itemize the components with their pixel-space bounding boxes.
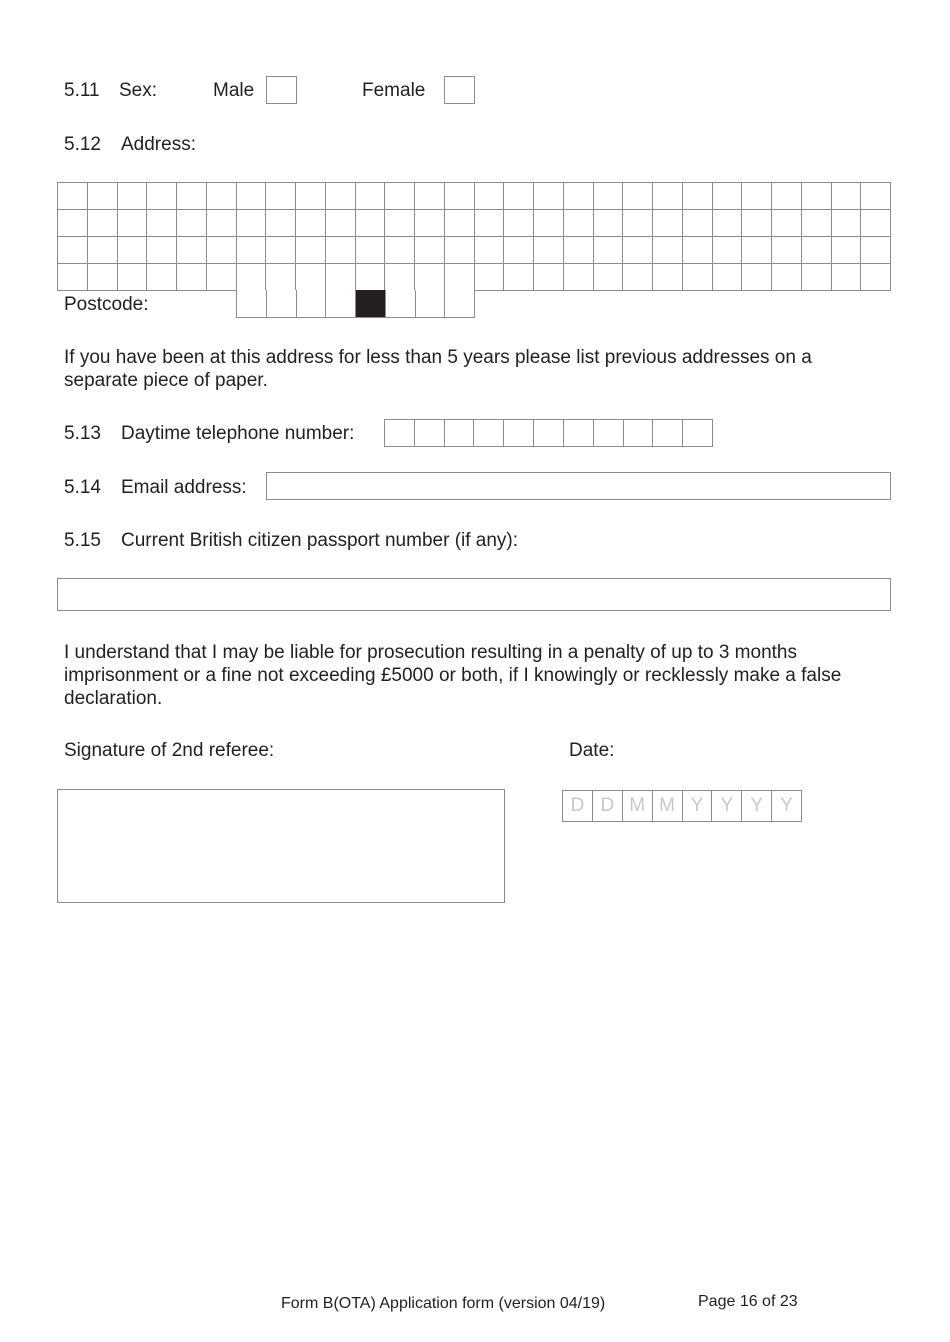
address-cell[interactable] <box>118 210 148 237</box>
declaration-text: I understand that I may be liable for prosecution resulting in a penalty of up to 3 months imprisonment or a fine not exceeding £5000 or both, if I knowingly or recklessly make a false declaration. <box>64 642 842 709</box>
q512-number: 5.12 <box>64 134 101 155</box>
address-cell[interactable] <box>385 237 415 264</box>
postcode-grid[interactable] <box>236 290 475 318</box>
address-cell[interactable] <box>88 264 118 291</box>
address-cell[interactable] <box>207 264 237 291</box>
address-cell[interactable] <box>772 183 802 210</box>
address-cell[interactable] <box>118 183 148 210</box>
address-cell[interactable] <box>177 183 207 210</box>
address-cell[interactable] <box>207 210 237 237</box>
address-cell[interactable] <box>58 183 88 210</box>
address-cell[interactable] <box>326 237 356 264</box>
address-cell[interactable] <box>58 210 88 237</box>
address-cell[interactable] <box>653 183 683 210</box>
address-cell[interactable] <box>356 183 386 210</box>
address-cell[interactable] <box>385 183 415 210</box>
telephone-cell[interactable] <box>445 420 475 447</box>
address-cell[interactable] <box>504 264 534 291</box>
address-cell[interactable] <box>475 183 505 210</box>
address-cell[interactable] <box>177 210 207 237</box>
address-cell[interactable] <box>207 183 237 210</box>
address-cell[interactable] <box>207 237 237 264</box>
address-cell[interactable] <box>385 210 415 237</box>
male-checkbox[interactable] <box>266 76 297 104</box>
address-cell[interactable] <box>802 183 832 210</box>
address-cell[interactable] <box>296 264 326 291</box>
address-cell[interactable] <box>802 210 832 237</box>
address-cell[interactable] <box>415 237 445 264</box>
address-cell[interactable] <box>237 264 267 291</box>
address-cell[interactable] <box>415 183 445 210</box>
address-cell[interactable] <box>772 210 802 237</box>
date-cell-day-1[interactable]: D <box>563 791 593 822</box>
female-checkbox[interactable] <box>444 76 475 104</box>
address-cell[interactable] <box>88 210 118 237</box>
address-cell[interactable] <box>742 210 772 237</box>
postcode-cell[interactable] <box>297 290 327 318</box>
address-cell[interactable] <box>713 183 743 210</box>
address-cell[interactable] <box>534 264 564 291</box>
address-cell[interactable] <box>415 210 445 237</box>
address-cell[interactable] <box>88 183 118 210</box>
postcode-cell[interactable] <box>356 290 386 318</box>
address-cell[interactable] <box>147 264 177 291</box>
address-cell[interactable] <box>594 264 624 291</box>
postcode-label: Postcode: <box>64 294 149 315</box>
address-cell[interactable] <box>772 264 802 291</box>
telephone-cell[interactable] <box>594 420 624 447</box>
address-cell[interactable] <box>623 264 653 291</box>
address-cell[interactable] <box>653 264 683 291</box>
address-cell[interactable] <box>742 237 772 264</box>
address-cell[interactable] <box>713 264 743 291</box>
footer-form-name: Form B(OTA) Application form (version 04/19) <box>281 1295 606 1312</box>
postcode-cell[interactable] <box>416 290 446 318</box>
address-cell[interactable] <box>653 210 683 237</box>
telephone-cell[interactable] <box>415 420 445 447</box>
address-cell[interactable] <box>237 183 267 210</box>
address-cell[interactable] <box>296 183 326 210</box>
address-cell[interactable] <box>88 237 118 264</box>
date-cell-month-2[interactable]: M <box>653 791 683 822</box>
telephone-grid[interactable] <box>384 419 713 447</box>
address-cell[interactable] <box>177 264 207 291</box>
address-cell[interactable] <box>445 210 475 237</box>
q515-number: 5.15 <box>64 530 101 551</box>
address-cell[interactable] <box>802 237 832 264</box>
address-cell[interactable] <box>475 210 505 237</box>
postcode-cell[interactable] <box>386 290 416 318</box>
address-cell[interactable] <box>861 183 891 210</box>
address-cell[interactable] <box>147 210 177 237</box>
address-cell[interactable] <box>445 264 475 291</box>
address-cell[interactable] <box>623 210 653 237</box>
address-cell[interactable] <box>296 210 326 237</box>
q512-label: Address: <box>121 134 196 155</box>
address-cell[interactable] <box>504 210 534 237</box>
address-cell[interactable] <box>296 237 326 264</box>
date-cell-month-1[interactable]: M <box>623 791 653 822</box>
address-cell[interactable] <box>385 264 415 291</box>
address-cell[interactable] <box>861 210 891 237</box>
address-cell[interactable] <box>356 210 386 237</box>
address-cell[interactable] <box>564 264 594 291</box>
address-cell[interactable] <box>861 237 891 264</box>
address-cell[interactable] <box>742 264 772 291</box>
address-cell[interactable] <box>802 264 832 291</box>
address-cell[interactable] <box>832 210 862 237</box>
address-cell[interactable] <box>118 264 148 291</box>
address-cell[interactable] <box>713 237 743 264</box>
address-cell[interactable] <box>415 264 445 291</box>
postcode-cell[interactable] <box>237 290 267 318</box>
date-cell-year-2[interactable]: Y <box>712 791 742 822</box>
passport-number-field[interactable] <box>57 578 891 611</box>
q511-number: 5.11 <box>64 80 100 101</box>
postcode-cell[interactable] <box>267 290 297 318</box>
address-cell[interactable] <box>683 210 713 237</box>
address-cell[interactable] <box>623 237 653 264</box>
address-cell[interactable] <box>326 183 356 210</box>
address-cell[interactable] <box>534 183 564 210</box>
address-cell[interactable] <box>177 237 207 264</box>
address-cell[interactable] <box>504 183 534 210</box>
q514-label: Email address: <box>121 477 247 498</box>
address-cell[interactable] <box>266 183 296 210</box>
female-label: Female <box>362 80 426 101</box>
date-cell-year-1[interactable]: Y <box>683 791 713 822</box>
address-cell[interactable] <box>504 237 534 264</box>
telephone-cell[interactable] <box>385 420 415 447</box>
address-grid[interactable] <box>57 182 891 291</box>
address-cell[interactable] <box>237 210 267 237</box>
date-cell-day-2[interactable]: D <box>593 791 623 822</box>
address-cell[interactable] <box>832 264 862 291</box>
address-cell[interactable] <box>861 264 891 291</box>
address-cell[interactable] <box>713 210 743 237</box>
address-cell[interactable] <box>534 237 564 264</box>
address-cell[interactable] <box>683 237 713 264</box>
address-cell[interactable] <box>832 237 862 264</box>
address-cell[interactable] <box>58 237 88 264</box>
postcode-cell[interactable] <box>445 290 475 318</box>
address-cell[interactable] <box>58 264 88 291</box>
address-cell[interactable] <box>118 237 148 264</box>
address-cell[interactable] <box>564 210 594 237</box>
address-cell[interactable] <box>326 264 356 291</box>
address-cell[interactable] <box>475 264 505 291</box>
date-grid[interactable] <box>562 790 802 822</box>
q513-number: 5.13 <box>64 423 101 444</box>
address-cell[interactable] <box>683 183 713 210</box>
male-label: Male <box>213 80 255 101</box>
q514-number: 5.14 <box>64 477 101 498</box>
address-cell[interactable] <box>445 183 475 210</box>
address-cell[interactable] <box>237 237 267 264</box>
footer-page-number: Page 16 of 23 <box>698 1293 798 1310</box>
address-cell[interactable] <box>623 183 653 210</box>
telephone-cell[interactable] <box>624 420 654 447</box>
telephone-cell[interactable] <box>683 420 713 447</box>
address-cell[interactable] <box>683 264 713 291</box>
signature-label: Signature of 2nd referee: <box>64 740 275 761</box>
address-cell[interactable] <box>266 237 296 264</box>
address-cell[interactable] <box>534 210 564 237</box>
address-cell[interactable] <box>475 237 505 264</box>
address-cell[interactable] <box>326 210 356 237</box>
q515-label: Current British citizen passport number (if any): <box>121 530 519 551</box>
telephone-cell[interactable] <box>564 420 594 447</box>
postcode-cell[interactable] <box>326 290 356 318</box>
address-cell[interactable] <box>564 183 594 210</box>
q513-label: Daytime telephone number: <box>121 423 355 444</box>
previous-addresses-note: If you have been at this address for less than 5 years please list previous addresses on a separate piece of paper. <box>64 347 812 391</box>
q511-label: Sex: <box>119 80 158 101</box>
address-cell[interactable] <box>772 237 802 264</box>
address-cell[interactable] <box>445 237 475 264</box>
date-cell-year-3[interactable]: Y <box>742 791 772 822</box>
telephone-cell[interactable] <box>534 420 564 447</box>
telephone-cell[interactable] <box>474 420 504 447</box>
address-cell[interactable] <box>594 237 624 264</box>
telephone-cell[interactable] <box>504 420 534 447</box>
address-cell[interactable] <box>832 183 862 210</box>
signature-box[interactable] <box>57 789 505 903</box>
address-cell[interactable] <box>742 183 772 210</box>
address-cell[interactable] <box>147 237 177 264</box>
address-cell[interactable] <box>356 264 386 291</box>
address-cell[interactable] <box>356 237 386 264</box>
email-field[interactable] <box>266 472 891 500</box>
date-cell-year-4[interactable]: Y <box>772 791 802 822</box>
address-cell[interactable] <box>653 237 683 264</box>
address-cell[interactable] <box>266 210 296 237</box>
address-cell[interactable] <box>594 183 624 210</box>
telephone-cell[interactable] <box>653 420 683 447</box>
address-cell[interactable] <box>564 237 594 264</box>
address-cell[interactable] <box>147 183 177 210</box>
date-label: Date: <box>569 740 615 761</box>
address-cell[interactable] <box>266 264 296 291</box>
address-cell[interactable] <box>594 210 624 237</box>
